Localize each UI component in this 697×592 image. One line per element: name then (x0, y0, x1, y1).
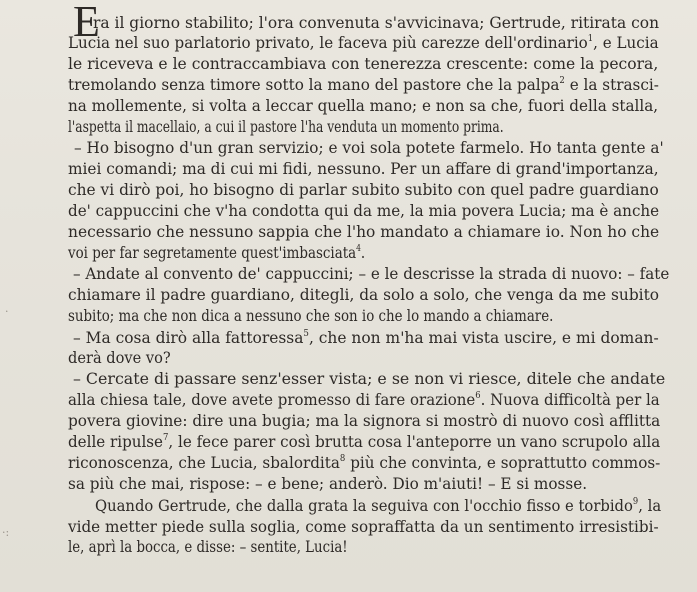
line-text-continued: , e Lucia (593, 33, 659, 52)
footnote-marker: 9 (632, 496, 639, 507)
line-text: – Ho bisogno d'un gran servizio; e voi sola potete farmelo. Ho tanta gente a' (74, 138, 664, 157)
line-text-continued: , la (638, 496, 662, 515)
text-line (68, 222, 659, 242)
text-line (74, 138, 664, 158)
text-line (68, 411, 660, 431)
line-text: de' cappuccini che v'ha condotta qui da me, la mia povera Lucia; ma è anche (68, 201, 660, 220)
text-line (68, 306, 553, 326)
line-text: – Andate al convento de' cappuccini; – e le descrisse la strada di nuovo: – fate (73, 264, 670, 283)
line-text: Quando Gertrude, che dalla grata la seguiva con l'occhio fisso e torbido (95, 496, 633, 515)
drop-cap: E (73, 0, 100, 46)
footnote-marker: 8 (339, 453, 346, 464)
footnote-marker: 1 (587, 33, 594, 44)
line-text: l'aspetta il macellaio, a cui il pastore l'ha venduta un momento prima. (68, 117, 504, 136)
line-text-continued: e la strasci- (564, 75, 659, 94)
margin-mark: · (5, 305, 9, 318)
line-text-continued: più che convinta, e soprattutto commos- (345, 453, 661, 472)
line-text: miei comandi; ma di cui mi fidi, nessuno. Per un affare di grand'importanza, (68, 159, 659, 178)
footnote-marker: 6 (475, 390, 481, 401)
text-line (68, 96, 658, 116)
line-text: – Cercate di passare senz'esser vista; e se non vi riesce, ditele che andate (73, 369, 666, 388)
text-line (68, 201, 659, 221)
line-text: chiamare il padre guardiano, ditegli, da solo a solo, che venga da me subito (68, 285, 660, 304)
line-text: na mollemente, si volta a leccar quella mano; e non sa che, fuori della stalla, (68, 96, 659, 115)
text-line (68, 453, 660, 473)
text-line (68, 33, 659, 53)
line-text: voi per far segretamente quest'imbasciata (68, 243, 357, 262)
line-text: vide metter piede sulla soglia, come sopraffatta da un sentimento irresistibi- (68, 517, 659, 536)
line-text: subito; ma che non dica a nessuno che son io che lo mando a chiamare. (68, 306, 554, 325)
footnote-marker: 5 (303, 328, 309, 339)
line-text-continued: , che non m'ha mai vista uscire, e mi doman- (308, 328, 659, 347)
text-line (68, 432, 660, 452)
line-text-continued: , le fece parer così brutta cosa l'anteporre un vano scrupolo alla (168, 432, 661, 451)
text-line (73, 328, 659, 348)
line-text: riconoscenza, che Lucia, sbalordita (68, 453, 340, 472)
line-text: Lucia nel suo parlatorio privato, le faceva più carezze dell'ordinario (68, 33, 588, 52)
margin-mark: ·: (2, 526, 10, 539)
text-line (68, 159, 659, 179)
text-line (68, 75, 659, 95)
line-text: le, aprì la bocca, e disse: – sentite, Lucia! (68, 537, 348, 556)
line-text: che vi dirò poi, ho bisogno di parlar subito subito con quel padre guardiano (68, 180, 659, 199)
line-text: – Ma cosa dirò alla fattoressa (73, 328, 304, 347)
line-text-continued: . (360, 243, 366, 262)
line-text: derà dove vo? (68, 348, 171, 367)
text-line (68, 285, 659, 305)
text-line (68, 348, 171, 368)
text-line (95, 496, 661, 516)
line-text: le riceveva e le contraccambiava con tenerezza crescente: come la pecora, (68, 54, 659, 73)
text-line (73, 369, 665, 389)
text-line (93, 13, 659, 33)
footnote-marker: 7 (162, 432, 169, 443)
line-text: sa più che mai, rispose: – e bene; anderò. Dio m'aiuti! – E si mosse. (68, 474, 588, 493)
line-text: povera giovine: dire una bugia; ma la signora si mostrò di nuovo così afflitta (68, 411, 661, 430)
text-line (68, 537, 348, 557)
text-line (68, 390, 660, 410)
text-line (68, 180, 659, 200)
text-line (68, 474, 587, 494)
text-line (73, 264, 669, 284)
line-text: tremolando senza timore sotto la mano del pastore che la palpa (68, 75, 560, 94)
line-text: necessario che nessuno sappia che l'ho mandato a chiamare io. Non ho che (68, 222, 660, 241)
footnote-marker: 2 (559, 75, 565, 86)
line-text-continued: . Nuova difficoltà per la (480, 390, 660, 409)
text-line (68, 243, 365, 263)
line-text: alla chiesa tale, dove avete promesso di fare orazione (68, 390, 476, 409)
text-line (68, 54, 658, 74)
text-line (68, 117, 504, 137)
line-text: delle ripulse (68, 432, 163, 451)
text-line (68, 517, 659, 537)
line-text: ra il giorno stabilito; l'ora convenuta s'avvicinava; Gertrude, ritirata con (93, 13, 660, 32)
footnote-marker: 4 (356, 243, 361, 254)
